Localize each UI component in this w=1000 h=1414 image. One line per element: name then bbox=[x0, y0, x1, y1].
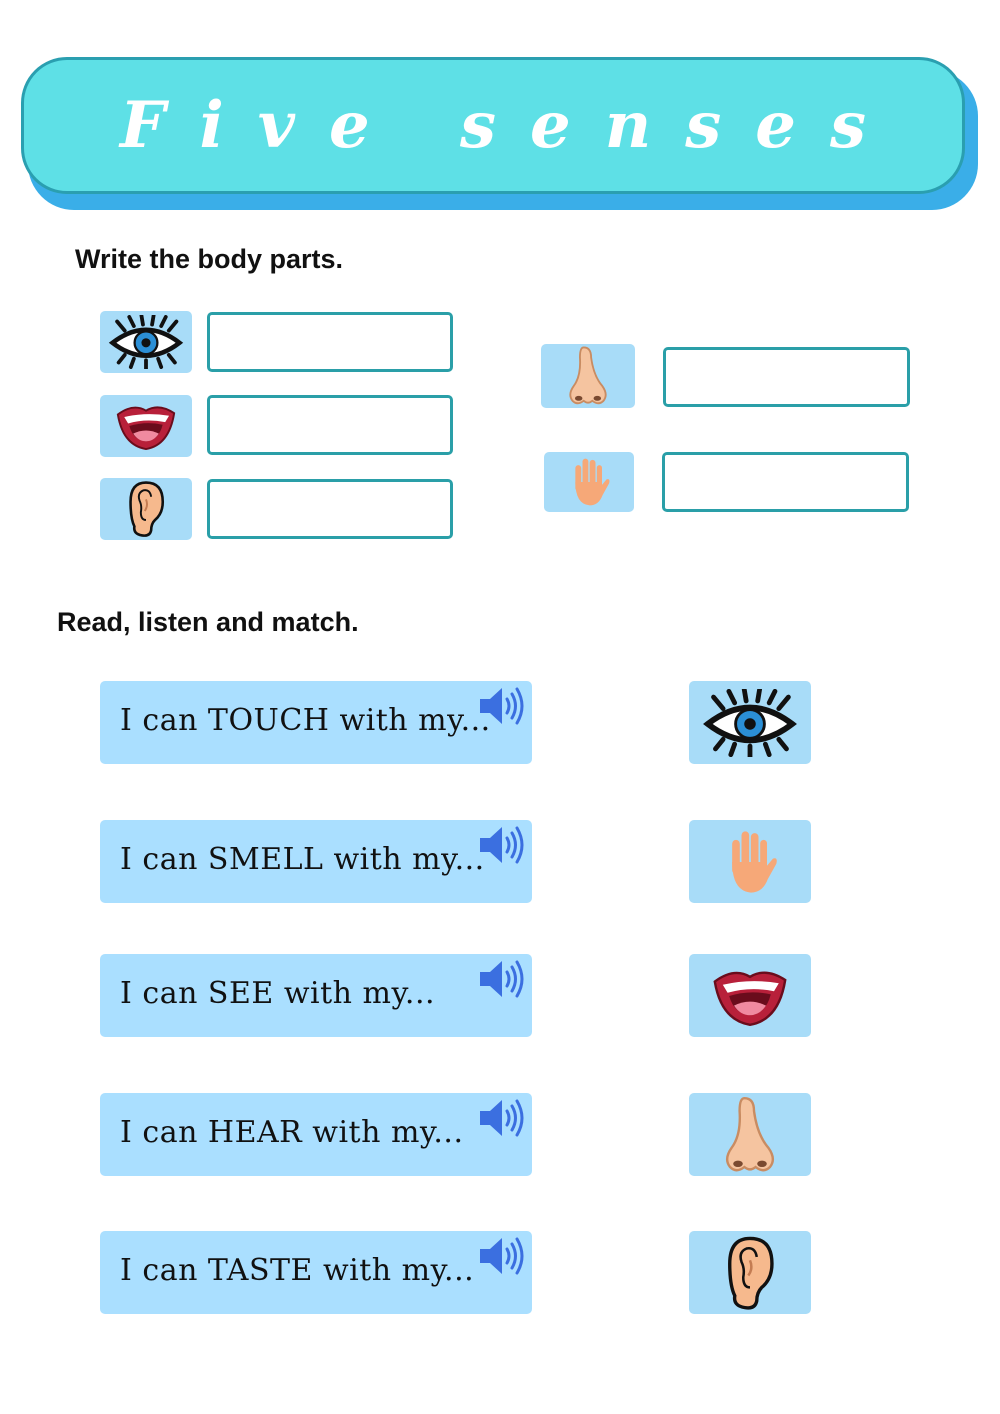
eye-icon bbox=[702, 689, 798, 757]
sentence-card-see[interactable] bbox=[100, 954, 532, 1037]
sentence-text: I can SEE with my... bbox=[120, 976, 436, 1011]
section-match-heading: Read, listen and match. bbox=[57, 607, 359, 637]
nose-icon bbox=[565, 345, 611, 407]
section-write-heading: Write the body parts. bbox=[75, 244, 344, 274]
ear-icon bbox=[126, 480, 166, 538]
speaker-icon[interactable] bbox=[478, 824, 524, 866]
nose-icon bbox=[722, 1095, 778, 1175]
hand-icon bbox=[720, 828, 780, 896]
speaker-icon[interactable] bbox=[478, 1097, 524, 1139]
write-pic-hand bbox=[544, 452, 634, 512]
answer-input-hand[interactable] bbox=[662, 452, 909, 512]
mouth-icon bbox=[710, 961, 790, 1031]
speaker-icon[interactable] bbox=[478, 685, 524, 727]
match-pic-hand[interactable] bbox=[689, 820, 811, 903]
answer-input-ear[interactable] bbox=[207, 479, 453, 539]
match-pic-eye[interactable] bbox=[689, 681, 811, 764]
answer-input-nose[interactable] bbox=[663, 347, 910, 407]
answer-input-eye[interactable] bbox=[207, 312, 453, 372]
write-pic-eye bbox=[100, 311, 192, 373]
write-pic-nose bbox=[541, 344, 635, 408]
speaker-icon[interactable] bbox=[478, 958, 524, 1000]
title-banner bbox=[21, 57, 965, 194]
mouth-icon bbox=[114, 399, 178, 453]
sentence-text: I can TASTE with my... bbox=[120, 1253, 475, 1288]
speaker-icon[interactable] bbox=[478, 1235, 524, 1277]
sentence-text: I can SMELL with my... bbox=[120, 842, 485, 877]
ear-icon bbox=[724, 1235, 776, 1311]
page-title: Five senses bbox=[120, 88, 900, 163]
sentence-card-hear[interactable] bbox=[100, 1093, 532, 1176]
write-pic-ear bbox=[100, 478, 192, 540]
sentence-card-touch[interactable] bbox=[100, 681, 532, 764]
sentence-card-taste[interactable] bbox=[100, 1231, 532, 1314]
sentence-card-smell[interactable] bbox=[100, 820, 532, 903]
match-pic-nose[interactable] bbox=[689, 1093, 811, 1176]
eye-icon bbox=[108, 315, 184, 369]
answer-input-mouth[interactable] bbox=[207, 395, 453, 455]
write-pic-mouth bbox=[100, 395, 192, 457]
sentence-text: I can HEAR with my... bbox=[120, 1115, 464, 1150]
sentence-text: I can TOUCH with my... bbox=[120, 703, 491, 738]
match-pic-ear[interactable] bbox=[689, 1231, 811, 1314]
hand-icon bbox=[566, 456, 612, 508]
match-pic-mouth[interactable] bbox=[689, 954, 811, 1037]
